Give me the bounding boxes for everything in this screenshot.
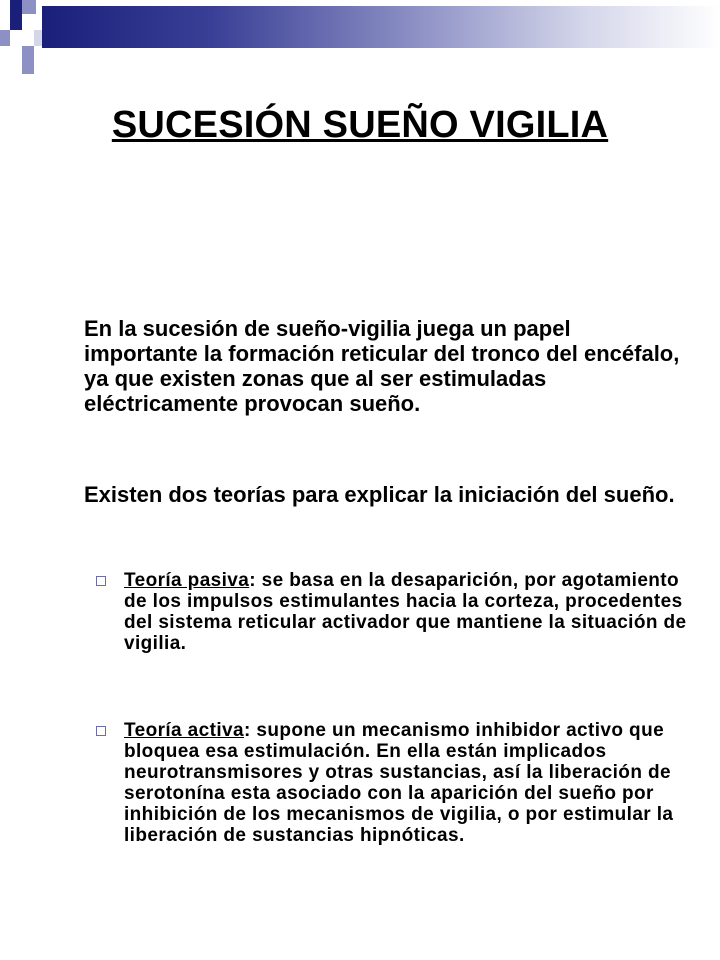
decor-square (10, 0, 22, 30)
header-gradient-band (42, 6, 720, 48)
decor-square (22, 0, 36, 14)
square-bullet-icon (96, 726, 106, 736)
bullet-text (124, 720, 688, 846)
decor-square (34, 30, 42, 46)
bullet-body: : se basa en la desaparición, por agotamiento de los impulsos estimulantes hacia la corteza, procedentes del sistema reticular activador que mantiene la situación de vigilia. (124, 570, 687, 654)
theories-paragraph: Existen dos teorías para explicar la iniciación del sueño. (84, 482, 675, 507)
bullet-term: Teoría activa (124, 720, 244, 741)
bullet-active-theory (96, 720, 688, 846)
bullet-body: : supone un mecanismo inhibidor activo que bloquea esa estimulación. En ella están implicados neurotransmisores y otras sustancias, así la liberación de serotonína esta asociado con la aparición del sueño por inhibición de los mecanismos de vigilia, o por estimular la liberación de sustancias hipnóticas. (124, 720, 674, 846)
bullet-passive-theory (96, 570, 688, 654)
bullet-text (124, 570, 688, 654)
decor-square (22, 14, 36, 30)
square-bullet-icon (96, 576, 106, 586)
decor-square (0, 30, 10, 46)
intro-paragraph: En la sucesión de sueño-vigilia juega un papel importante la formación reticular del tronco del encéfalo, ya que existen zonas que al ser estimuladas eléctricamente provocan sueño. (84, 316, 680, 416)
decor-square (22, 46, 34, 74)
bullet-term: Teoría pasiva (124, 570, 250, 591)
decor-square (10, 30, 22, 46)
slide-title: SUCESIÓN SUEÑO VIGILIA (111, 104, 609, 146)
